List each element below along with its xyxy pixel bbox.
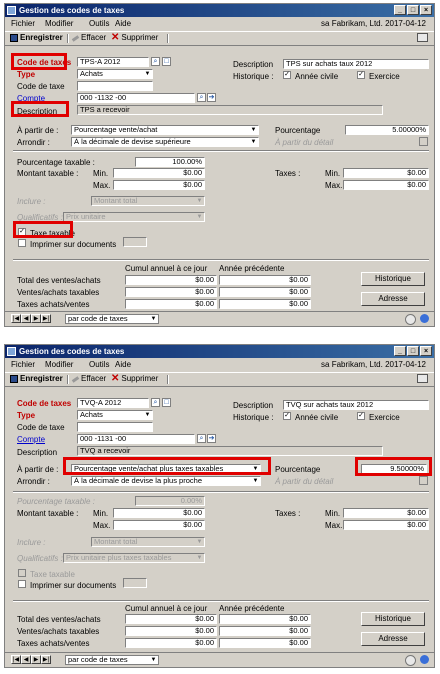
note-icon[interactable]: □	[162, 57, 171, 66]
ytd-header: Cumul annuel à ce jour	[125, 604, 208, 613]
taxes-sales-ytd: $0.00	[125, 638, 217, 648]
tax-max-field[interactable]: $0.00	[343, 180, 429, 190]
chevron-down-icon: ▼	[252, 478, 259, 484]
first-record-icon[interactable]: |◀	[12, 316, 20, 322]
note-icon[interactable]: □	[162, 398, 171, 407]
last-record-icon[interactable]: ▶|	[42, 316, 50, 322]
description-field[interactable]: TVQ sur achats taux 2012	[283, 400, 429, 410]
print-docs-label: Imprimer sur documents	[30, 581, 117, 590]
tax-code-2-label: Code de taxe	[17, 423, 65, 432]
taxable-sales-prev: $0.00	[219, 287, 311, 297]
taxes-sales-label: Taxes achats/ventes	[17, 300, 90, 309]
save-button[interactable]: Enregistrer	[10, 374, 63, 383]
next-record-icon[interactable]: ▶	[31, 314, 41, 323]
taxable-label: Taxe taxable	[30, 570, 75, 579]
description-field[interactable]: TPS sur achats taux 2012	[283, 59, 429, 69]
next-record-icon[interactable]: ▶	[31, 655, 41, 664]
percentage-field[interactable]: 9.50000%	[361, 464, 427, 474]
maximize-button[interactable]: □	[407, 5, 419, 15]
qualifiers-label: Qualificatifs :	[17, 213, 63, 222]
qualifiers-select: Prix unitaire plus taxes taxables ▼	[63, 553, 205, 563]
history-label: Historique :	[233, 413, 274, 422]
description-label: Description	[17, 107, 58, 116]
window-title: Gestion des codes de taxes	[19, 6, 125, 15]
tax-code-field[interactable]: TVQ-A 2012	[77, 398, 149, 408]
civil-year-checkbox[interactable]: ✓	[284, 412, 290, 419]
total-sales-prev: $0.00	[219, 275, 311, 285]
previous-record-icon[interactable]: ◀	[21, 314, 31, 323]
account-description-field: TPS a recevoir	[77, 105, 383, 115]
sort-select[interactable]: par code de taxes ▼	[65, 655, 159, 665]
amount-max-label: Max.	[93, 521, 111, 530]
print-icon[interactable]	[417, 374, 428, 383]
delete-button[interactable]: ✕ Supprimer	[111, 372, 159, 384]
taxes-label: Taxes :	[275, 509, 301, 518]
address-button[interactable]: Adresse	[361, 292, 425, 306]
taxable-pct-label: Pourcentage taxable :	[17, 158, 95, 167]
divider	[13, 259, 429, 261]
note-icon[interactable]	[405, 655, 416, 666]
civil-year-label: Année civile	[295, 413, 339, 422]
prev-year-header: Année précédente	[219, 264, 285, 273]
divider	[13, 491, 429, 493]
toolbar	[5, 31, 434, 46]
detail-icon	[419, 476, 428, 485]
help-icon[interactable]	[420, 314, 429, 323]
taxes-label: Taxes :	[275, 169, 301, 178]
chevron-down-icon: ▼	[252, 466, 259, 472]
account-link[interactable]: Compte	[17, 94, 46, 103]
history-label: Historique :	[233, 72, 274, 81]
tax-min-field[interactable]: $0.00	[343, 508, 429, 518]
print-docs-label: Imprimer sur documents	[30, 240, 117, 249]
account-description-field: TVQ a recevoir	[77, 446, 383, 456]
prev-year-header: Année précédente	[219, 604, 285, 613]
save-icon	[10, 34, 18, 42]
chevron-down-icon: ▼	[196, 539, 203, 545]
window-title: Gestion des codes de taxes	[19, 347, 125, 356]
round-label: Arrondir :	[17, 477, 50, 486]
taxes-sales-prev: $0.00	[219, 638, 311, 648]
print-icon[interactable]	[417, 33, 428, 42]
lookup-icon[interactable]: ⌕	[151, 57, 160, 66]
history-button[interactable]: Historique	[361, 612, 425, 626]
from-label: À partir de :	[17, 126, 59, 135]
percentage-label: Pourcentage	[275, 465, 321, 474]
delete-x-icon: ✕	[111, 372, 120, 384]
tax-max-field[interactable]: $0.00	[343, 520, 429, 530]
tax-code-2-field[interactable]	[77, 81, 153, 91]
minimize-button[interactable]: _	[394, 346, 406, 356]
arrow-right-icon[interactable]: ➔	[208, 94, 215, 101]
tax-code-2-label: Code de taxe	[17, 82, 65, 91]
type-label: Type	[17, 411, 36, 420]
from-detail-label: À partir du détail	[275, 138, 334, 147]
chevron-down-icon: ▼	[250, 139, 257, 145]
menu-bar	[5, 359, 434, 371]
toolbar	[5, 372, 434, 387]
search-icon[interactable]: ⌕	[197, 434, 206, 443]
tax-min-label: Min.	[325, 509, 341, 518]
taxable-sales-ytd: $0.00	[125, 626, 217, 636]
taxable-checkbox[interactable]: ✓	[19, 228, 25, 235]
tax-code-label: Code de taxes	[17, 58, 72, 67]
taxable-amount-label: Montant taxable :	[17, 509, 79, 518]
maximize-button[interactable]: □	[407, 346, 419, 356]
amount-min-field[interactable]: $0.00	[113, 508, 205, 518]
taxes-sales-label: Taxes achats/ventes	[17, 639, 90, 648]
menu-help[interactable]: Aide	[115, 360, 132, 369]
chevron-down-icon: ▼	[196, 198, 203, 204]
qualifiers-select: Prix unitaire ▼	[63, 212, 205, 222]
menu-file[interactable]: Fichier	[11, 19, 36, 28]
amount-min-field[interactable]: $0.00	[113, 168, 205, 178]
civil-year-label: Année civile	[295, 72, 339, 81]
chevron-down-icon: ▼	[150, 316, 157, 322]
include-select: Montant total ▼	[91, 537, 205, 547]
description-label: Description	[17, 448, 58, 457]
percentage-label: Pourcentage	[275, 126, 321, 135]
chevron-down-icon: ▼	[144, 412, 151, 418]
save-icon	[10, 375, 18, 383]
total-sales-label: Total des ventes/achats	[17, 615, 101, 624]
chevron-down-icon: ▼	[250, 127, 257, 133]
status-bar	[5, 652, 434, 667]
total-sales-ytd: $0.00	[125, 275, 217, 285]
menu-edit[interactable]: Modifier	[45, 19, 74, 28]
taxes-sales-prev: $0.00	[219, 299, 311, 309]
menu-help[interactable]: Aide	[115, 19, 132, 28]
amount-max-field[interactable]: $0.00	[113, 180, 205, 190]
type-select[interactable]: Achats ▼	[77, 69, 153, 79]
taxes-sales-ytd: $0.00	[125, 299, 217, 309]
title-bar	[5, 345, 434, 358]
close-button[interactable]: ×	[420, 346, 432, 356]
taxable-pct-field[interactable]: 100.00%	[135, 157, 205, 167]
fiscal-year-label: Exercice	[369, 413, 400, 422]
arrow-right-icon[interactable]: ➔	[208, 435, 215, 442]
include-select: Montant total ▼	[91, 196, 205, 206]
close-button[interactable]: ×	[420, 5, 432, 15]
taxable-checkbox	[18, 569, 26, 577]
tax-max-label: Max.	[325, 181, 343, 190]
minimize-button[interactable]: _	[394, 5, 406, 15]
chevron-down-icon: ▼	[196, 214, 203, 220]
tax-min-label: Min.	[325, 169, 341, 178]
percentage-field[interactable]: 5.00000%	[345, 125, 429, 135]
tax-code-2-field[interactable]	[77, 422, 153, 432]
tax-code-window-top	[4, 3, 435, 327]
amount-min-label: Min.	[93, 509, 109, 518]
title-bar	[5, 4, 434, 17]
taxable-sales-label: Ventes/achats taxables	[17, 288, 100, 297]
taxable-sales-prev: $0.00	[219, 626, 311, 636]
from-detail-label: À partir du détail	[275, 477, 334, 486]
amount-min-label: Min.	[93, 169, 109, 178]
type-label: Type	[17, 70, 36, 79]
lookup-icon[interactable]: ⌕	[151, 398, 160, 407]
chevron-down-icon: ▼	[196, 555, 203, 561]
ytd-header: Cumul annuel à ce jour	[125, 264, 208, 273]
round-select[interactable]: À la décimale de devise supérieure ▼	[71, 137, 259, 147]
divider	[13, 600, 429, 602]
app-icon	[7, 6, 16, 15]
address-button[interactable]: Adresse	[361, 632, 425, 646]
description-right-label: Description	[233, 60, 274, 69]
qualifiers-label: Qualificatifs :	[17, 554, 63, 563]
detail-icon	[419, 137, 428, 146]
divider	[13, 150, 429, 152]
help-icon[interactable]	[420, 655, 429, 664]
include-label: Inclure :	[17, 197, 46, 206]
total-sales-ytd: $0.00	[125, 614, 217, 624]
first-record-icon[interactable]: |◀	[12, 657, 20, 663]
from-select[interactable]: Pourcentage vente/achat ▼	[71, 125, 259, 135]
sort-select[interactable]: par code de taxes ▼	[65, 314, 159, 324]
print-docs-checkbox[interactable]	[18, 239, 26, 247]
company-date: sa Fabrikam, Ltd. 2017-04-12	[321, 360, 426, 369]
chevron-down-icon: ▼	[144, 71, 151, 77]
fiscal-year-checkbox[interactable]: ✓	[358, 71, 364, 78]
amount-max-label: Max.	[93, 181, 111, 190]
menu-tools[interactable]: Outils	[89, 19, 110, 28]
taxable-label: Taxe taxable	[30, 229, 75, 238]
account-field[interactable]: 000 -1132 -00	[77, 93, 195, 103]
status-bar	[5, 311, 434, 326]
fiscal-year-label: Exercice	[369, 72, 400, 81]
tax-min-field[interactable]: $0.00	[343, 168, 429, 178]
account-link[interactable]: Compte	[17, 435, 46, 444]
amount-max-field[interactable]: $0.00	[113, 520, 205, 530]
round-label: Arrondir :	[17, 138, 50, 147]
last-record-icon[interactable]: ▶|	[42, 657, 50, 663]
save-button[interactable]: Enregistrer	[10, 33, 63, 42]
civil-year-checkbox[interactable]: ✓	[284, 71, 290, 78]
total-sales-prev: $0.00	[219, 614, 311, 624]
tax-code-label: Code de taxes	[17, 399, 72, 408]
round-select[interactable]: À la décimale de devise la plus proche ▼	[71, 476, 261, 486]
history-button[interactable]: Historique	[361, 272, 425, 286]
menu-file[interactable]: Fichier	[11, 360, 36, 369]
company-date: sa Fabrikam, Ltd. 2017-04-12	[321, 19, 426, 28]
eraser-icon	[71, 375, 79, 383]
previous-record-icon[interactable]: ◀	[21, 655, 31, 664]
taxable-sales-label: Ventes/achats taxables	[17, 627, 100, 636]
delete-button[interactable]: ✕ Supprimer	[111, 31, 159, 43]
type-select[interactable]: Achats ▼	[77, 410, 153, 420]
print-docs-field	[123, 578, 147, 588]
search-icon[interactable]: ⌕	[197, 93, 206, 102]
menu-bar	[5, 18, 434, 30]
from-label: À partir de :	[17, 465, 59, 474]
clear-button[interactable]: Effacer	[71, 374, 106, 383]
taxable-amount-label: Montant taxable :	[17, 169, 79, 178]
print-docs-field	[123, 237, 147, 247]
tax-max-label: Max.	[325, 521, 343, 530]
account-field[interactable]: 000 -1131 -00	[77, 434, 195, 444]
taxable-pct-label: Pourcentage taxable :	[17, 497, 95, 506]
note-icon[interactable]	[405, 314, 416, 325]
print-docs-checkbox[interactable]	[18, 580, 26, 588]
tax-code-field[interactable]: TPS-A 2012	[77, 57, 149, 67]
chevron-down-icon: ▼	[150, 657, 157, 663]
total-sales-label: Total des ventes/achats	[17, 276, 101, 285]
eraser-icon	[71, 34, 79, 42]
menu-edit[interactable]: Modifier	[45, 360, 74, 369]
menu-tools[interactable]: Outils	[89, 360, 110, 369]
from-select[interactable]: Pourcentage vente/achat plus taxes taxables ▼	[71, 464, 261, 474]
tax-code-window-bottom	[4, 344, 435, 668]
taxable-pct-field: 0.00%	[135, 496, 205, 506]
delete-x-icon: ✕	[111, 31, 120, 43]
taxable-sales-ytd: $0.00	[125, 287, 217, 297]
include-label: Inclure :	[17, 538, 46, 547]
app-icon	[7, 347, 16, 356]
fiscal-year-checkbox[interactable]: ✓	[358, 412, 364, 419]
description-right-label: Description	[233, 401, 274, 410]
clear-button[interactable]: Effacer	[71, 33, 106, 42]
